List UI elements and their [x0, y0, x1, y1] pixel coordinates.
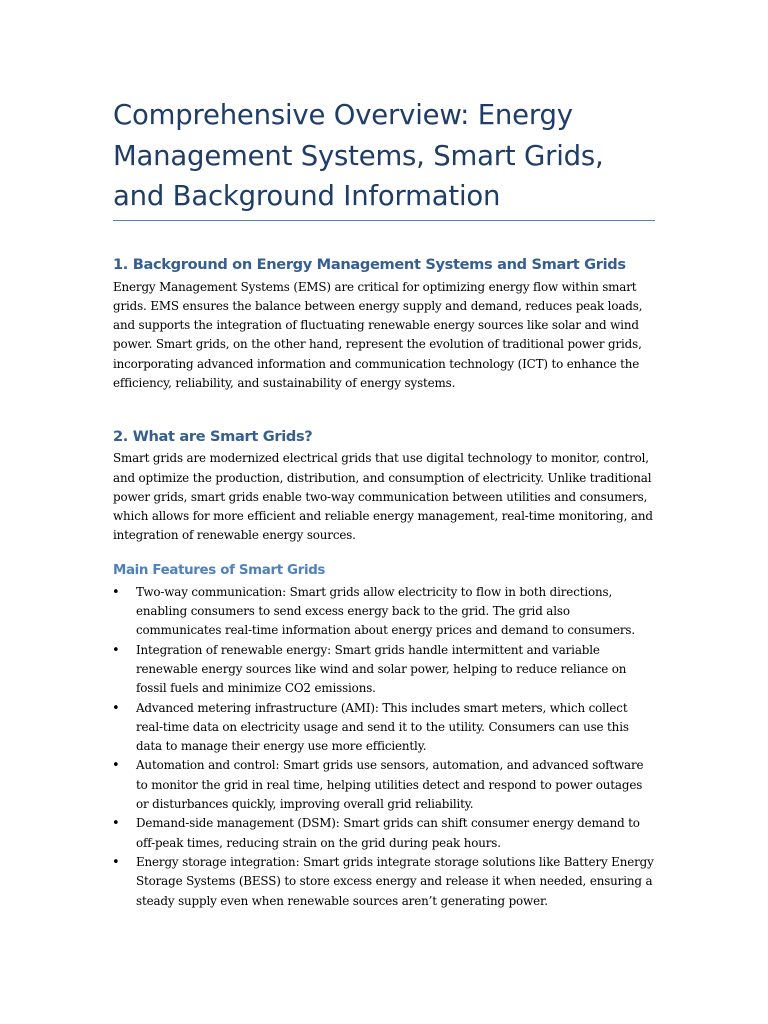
bullet-icon: •: [112, 642, 120, 658]
feature-item-renewable-integration: [113, 641, 655, 699]
bullet-icon: •: [112, 816, 120, 832]
document-page: [113, 0, 655, 911]
feature-item-ami: [113, 699, 655, 757]
bullet-icon: •: [112, 584, 120, 600]
bullet-icon: •: [112, 854, 120, 870]
bullet-icon: •: [112, 758, 120, 774]
feature-item-demand-side-management: [113, 814, 655, 853]
section-1-paragraph: Energy Management Systems (EMS) are critical for optimizing energy flow within smart grids. EMS ensures the balance between energy supply and demand, reduces peak loads, and supports the integration of fluctuating renewable energy sources like solar and wind power. Smart grids, on the other hand, represent the evolution of traditional power grids, incorporating advanced information and communication technology (ICT) to enhance the efficiency, reliability, and sustainability of energy systems.: [113, 279, 643, 390]
bullet-icon: •: [112, 700, 120, 716]
feature-item-automation-control: [113, 756, 655, 814]
section-1-heading: 1. Background on Energy Management Systems and Smart Grids: [113, 255, 626, 273]
feature-item-energy-storage: [113, 853, 655, 911]
title-divider: [113, 220, 655, 221]
feature-item-text: Demand-side management (DSM): Smart grids can shift consumer energy demand to off-peak times, reducing strain on the grid during peak hours.: [136, 816, 640, 850]
feature-item-text: Energy storage integration: Smart grids integrate storage solutions like Battery Energy Storage Systems (BESS) to store excess energy and release it when needed, ensuring a steady supply even when renewable sources aren’t generating power.: [136, 854, 654, 908]
feature-item-text: Advanced metering infrastructure (AMI): This includes smart meters, which collect real-time data on electricity usage and send it to the utility. Consumers can use this data to manage their energy use more efficiently.: [136, 700, 629, 754]
features-heading: Main Features of Smart Grids: [113, 562, 326, 578]
feature-item-text: Integration of renewable energy: Smart grids handle intermittent and variable renewable energy sources like wind and solar power, helping to reduce reliance on fossil fuels and minimize CO2 emissions.: [136, 642, 627, 696]
section-2-heading: 2. What are Smart Grids?: [113, 428, 313, 446]
section-2-paragraph: Smart grids are modernized electrical grids that use digital technology to monitor, control, and optimize the production, distribution, and consumption of electricity. Unlike traditional power grids, smart grids enable two-way communication between utilities and consumers, which allows for more efficient and reliable energy management, real-time monitoring, and integration of renewable energy sources.: [113, 451, 653, 543]
feature-item-two-way-communication: [113, 583, 655, 641]
document-title: Comprehensive Overview: Energy Management Systems, Smart Grids, and Background Information: [113, 99, 604, 212]
feature-item-text: Automation and control: Smart grids use sensors, automation, and advanced software to monitor the grid in real time, helping utilities detect and respond to power outages or disturbances quickly, improving overall grid reliability.: [136, 758, 644, 812]
feature-item-text: Two-way communication: Smart grids allow electricity to flow in both directions, enabling consumers to send excess energy back to the grid. The grid also communicates real-time information about energy prices and demand to consumers.: [136, 584, 635, 638]
features-list: [113, 583, 655, 911]
